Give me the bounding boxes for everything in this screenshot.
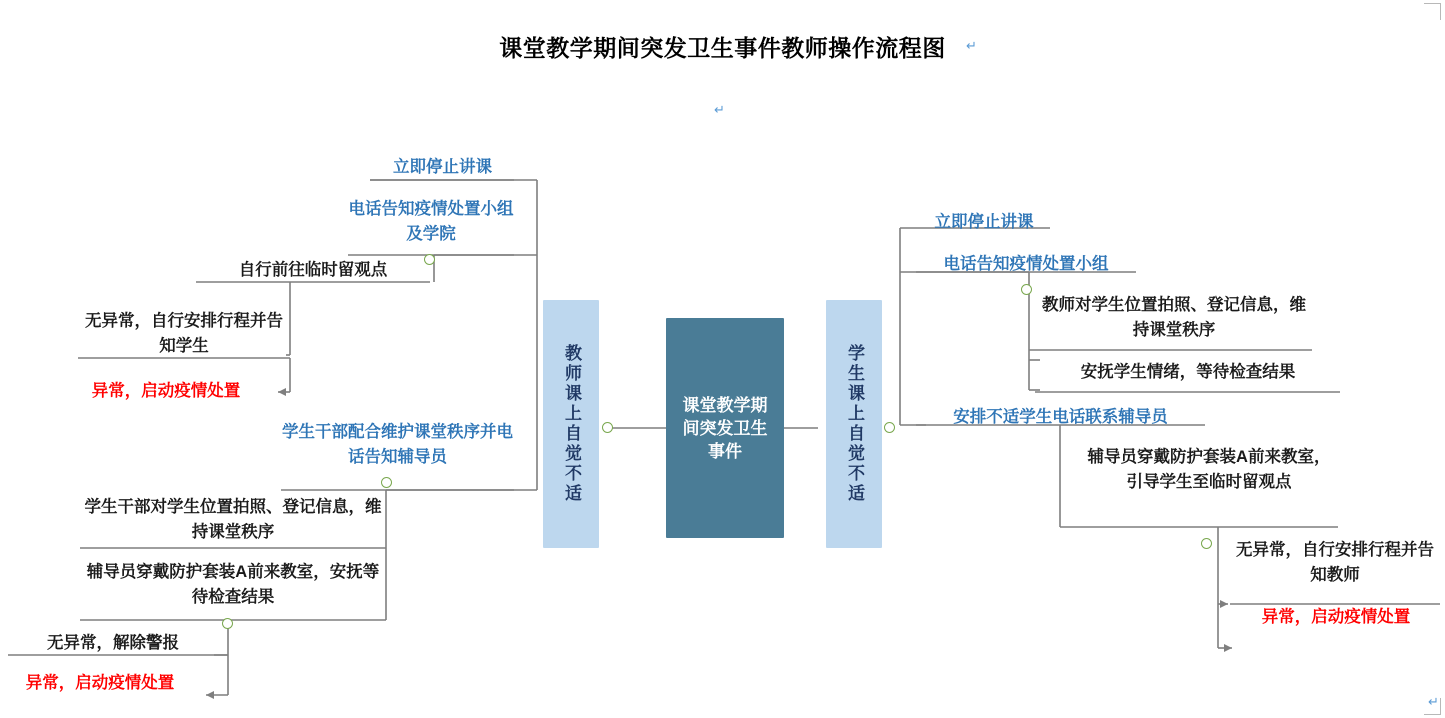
label-student-step-7[interactable]: 无异常，自行安排行程并告知教师 — [1236, 541, 1434, 584]
label-teacher-step-6[interactable]: 学生干部配合维护课堂秩序并电话告知辅导员 — [282, 423, 513, 466]
paragraph-mark-body: ↵ — [714, 102, 725, 117]
label-teacher-step-2[interactable]: 电话告知疫情处置小组及学院 — [348, 200, 514, 243]
node-center-event[interactable]: 课堂教学期间突发卫生事件 — [666, 318, 784, 538]
connector-handle-student-step3[interactable] — [1021, 284, 1032, 295]
label-teacher-step-10[interactable]: 异常，启动疫情处置 — [25, 674, 175, 692]
label-student-step-2[interactable]: 电话告知疫情处置小组 — [943, 255, 1109, 273]
node-student-discomfort[interactable]: 学生课上自觉不适 — [826, 300, 882, 548]
connector-handle-teacher-step6[interactable] — [381, 477, 392, 488]
paragraph-mark-title: ↵ — [966, 38, 977, 53]
page-title: 课堂教学期间突发卫生事件教师操作流程图 — [499, 35, 946, 62]
label-teacher-step-9[interactable]: 无异常，解除警报 — [47, 634, 179, 652]
label-teacher-step-8[interactable]: 辅导员穿戴防护套装A前来教室，安抚等待检查结果 — [86, 563, 380, 606]
label-student-step-1[interactable]: 立即停止讲课 — [934, 213, 1034, 231]
connector-handle-center-left[interactable] — [602, 422, 613, 433]
label-teacher-step-1[interactable]: 立即停止讲课 — [393, 158, 492, 176]
label-student-step-8[interactable]: 异常，启动疫情处置 — [1261, 608, 1411, 626]
connector-handle-student-node[interactable] — [884, 422, 895, 433]
label-teacher-step-5[interactable]: 异常，启动疫情处置 — [91, 382, 241, 400]
connector-handle-teacher-step9[interactable] — [222, 618, 233, 629]
label-teacher-step-7[interactable]: 学生干部对学生位置拍照、登记信息，维持课堂秩序 — [84, 498, 382, 541]
label-student-step-5[interactable]: 安排不适学生电话联系辅导员 — [953, 408, 1168, 426]
connector-handle-student-step7[interactable] — [1201, 538, 1212, 549]
node-teacher-discomfort[interactable]: 教师课上自觉不适 — [543, 300, 599, 548]
label-student-step-3[interactable]: 教师对学生位置拍照、登记信息，维持课堂秩序 — [1042, 296, 1306, 339]
label-student-step-6[interactable]: 辅导员穿戴防护套装A前来教室，引导学生至临时留观点 — [1087, 448, 1331, 491]
label-student-step-4[interactable]: 安抚学生情绪，等待检查结果 — [1080, 363, 1296, 381]
paragraph-mark-end: ↵ — [1428, 694, 1439, 709]
label-teacher-step-4[interactable]: 无异常，自行安排行程并告知学生 — [85, 312, 283, 355]
label-teacher-step-3[interactable]: 自行前往临时留观点 — [238, 261, 388, 279]
